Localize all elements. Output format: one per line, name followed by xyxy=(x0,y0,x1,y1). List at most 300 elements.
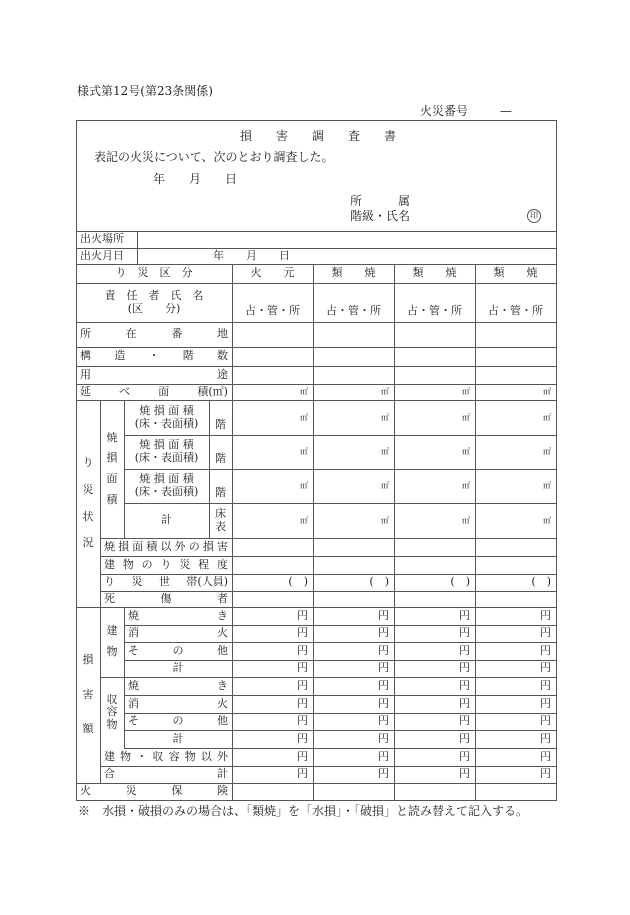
label-char: き xyxy=(217,678,228,692)
column-header: 火 元 xyxy=(250,266,295,280)
label-char: 構 xyxy=(80,349,91,363)
label-char: べ xyxy=(119,384,131,398)
label-char: 合 xyxy=(104,767,115,781)
label-char: 地 xyxy=(216,327,228,341)
status-value-cell[interactable] xyxy=(232,538,313,556)
amount-cell[interactable] xyxy=(313,625,394,642)
amount-cell[interactable] xyxy=(475,713,556,730)
amount-cell[interactable] xyxy=(475,607,556,625)
label-char: 面 xyxy=(106,472,118,485)
fire-number-dash: — xyxy=(500,104,512,118)
label-char: 損 xyxy=(118,539,130,553)
amount-cell[interactable] xyxy=(475,677,556,695)
amount-cell[interactable] xyxy=(475,748,556,766)
amount-total-cell[interactable] xyxy=(394,766,475,783)
burn-row-label xyxy=(124,435,209,469)
status-row-label xyxy=(100,538,232,556)
amount-cell[interactable] xyxy=(313,713,394,730)
label-char: 損 xyxy=(106,451,118,465)
column-header: 類 焼 xyxy=(493,266,538,280)
unit-label: ㎡ xyxy=(300,447,308,457)
label-char: 階 xyxy=(182,349,194,363)
burn-area-cell[interactable] xyxy=(475,469,556,503)
label-char: 数 xyxy=(217,349,228,363)
unit-label: 円 xyxy=(378,731,389,745)
unit-label: 円 xyxy=(378,626,389,640)
basic-value-cell[interactable] xyxy=(313,366,394,384)
seal-icon: 印 xyxy=(527,209,541,223)
unit-label: ( ) xyxy=(288,575,308,589)
status-value-cell[interactable] xyxy=(232,591,313,607)
label-char: 者 xyxy=(217,591,228,605)
label-char: り xyxy=(104,575,115,589)
label-char: 床 xyxy=(215,506,226,520)
label-char: ・ xyxy=(148,349,160,363)
unit-label: 円 xyxy=(459,643,470,657)
basic-value-cell[interactable] xyxy=(313,384,394,400)
basic-value-cell[interactable] xyxy=(313,322,394,347)
amount-cell[interactable] xyxy=(394,607,475,625)
status-value-cell[interactable] xyxy=(394,538,475,556)
basic-value-cell[interactable] xyxy=(475,322,556,347)
label-char: 物 xyxy=(106,645,118,658)
unit-label: ㎡ xyxy=(462,412,470,422)
responsible-field[interactable]: 占・管・所 xyxy=(488,303,543,317)
column-header: 類 焼 xyxy=(412,266,457,280)
burn-area-cell[interactable] xyxy=(313,400,394,435)
burn-row-label xyxy=(124,469,209,503)
label-char: 収 xyxy=(106,692,118,706)
statement-text: 表記の火災について、次のとおり調査した。 xyxy=(94,150,334,164)
survey-date: 年 月 日 xyxy=(153,172,238,186)
unit-label: 円 xyxy=(459,749,470,763)
burn-area-cell[interactable] xyxy=(394,435,475,469)
amount-cell[interactable] xyxy=(394,748,475,766)
category-label: り 災 区 分 xyxy=(115,266,193,280)
status-value-cell[interactable] xyxy=(313,574,394,591)
burn-total-cell[interactable] xyxy=(475,503,556,538)
label-char: 収 xyxy=(152,749,164,763)
label-char: 消 xyxy=(128,696,139,710)
label-char: 在 xyxy=(125,327,137,341)
label-char: の xyxy=(172,714,184,728)
responsible-field[interactable]: 占・管・所 xyxy=(326,303,381,317)
status-group-label xyxy=(76,400,100,607)
label-char: 他 xyxy=(217,643,228,657)
unit-label: ㎡ xyxy=(300,412,308,422)
label-char: 責 任 者 氏 名 xyxy=(104,288,204,302)
burn-total-label: 計 xyxy=(161,513,172,527)
floor-label: 階 xyxy=(215,486,226,500)
unit-label: 円 xyxy=(459,661,470,675)
footnote: ※ 水損・破損のみの場合は、「類焼」を「水損」・「破損」と読み替えて記入する。 xyxy=(78,804,529,818)
label-char: 所 xyxy=(80,327,91,341)
amount-row-label: 計 xyxy=(172,731,184,745)
unit-label: 円 xyxy=(459,714,470,728)
insurance-cell[interactable] xyxy=(313,783,394,800)
label-char: 火 xyxy=(80,784,91,798)
status-value-cell[interactable] xyxy=(475,556,556,574)
label-char: 外 xyxy=(216,749,228,763)
amount-cell[interactable] xyxy=(232,607,313,625)
unit-label: 円 xyxy=(540,749,551,763)
unit-label: ㎡ xyxy=(381,515,389,525)
burn-area-cell[interactable] xyxy=(232,435,313,469)
basic-value-cell[interactable] xyxy=(394,384,475,400)
unit-label: ㎡ xyxy=(300,515,308,525)
insurance-cell[interactable] xyxy=(232,783,313,800)
amount-cell[interactable] xyxy=(232,642,313,660)
unit-label: 円 xyxy=(459,678,470,692)
amount-total-cell[interactable] xyxy=(313,766,394,783)
burn-area-cell[interactable] xyxy=(313,435,394,469)
label-char: り xyxy=(160,557,172,571)
label-char: 害 xyxy=(82,687,94,701)
unit-label: ㎡ xyxy=(543,481,551,491)
unit-label: 円 xyxy=(540,714,551,728)
label-char: ・ xyxy=(136,749,148,763)
unit-label: ㎡ xyxy=(543,412,551,422)
amount-row-label xyxy=(124,607,232,625)
amount-cell[interactable] xyxy=(394,642,475,660)
label-char: (床・表面積) xyxy=(134,416,199,430)
amount-cell[interactable] xyxy=(394,625,475,642)
responsible-field[interactable]: 占・管・所 xyxy=(245,303,300,317)
unit-label: ㎡ xyxy=(543,387,551,397)
amount-cell[interactable] xyxy=(394,677,475,695)
label-char: の xyxy=(141,557,153,571)
other-than-label xyxy=(100,748,232,766)
burn-total-cell[interactable] xyxy=(313,503,394,538)
document-title: 損 害 調 査 書 xyxy=(240,129,397,143)
unit-label: 円 xyxy=(297,626,308,640)
burn-area-cell[interactable] xyxy=(232,469,313,503)
amount-cell[interactable] xyxy=(313,607,394,625)
unit-label: 円 xyxy=(297,608,308,622)
label-char: 以 xyxy=(200,749,212,763)
burn-total-cell[interactable] xyxy=(232,503,313,538)
contents-label xyxy=(100,677,124,748)
burn-area-cell[interactable] xyxy=(394,469,475,503)
insurance-cell[interactable] xyxy=(394,783,475,800)
insurance-label xyxy=(76,783,232,800)
label-char: 容 xyxy=(106,705,118,719)
basic-row-label xyxy=(76,347,232,366)
unit-label: ㎡ xyxy=(462,447,470,457)
amount-cell[interactable] xyxy=(232,677,313,695)
rank-name-label: 階級・氏名 xyxy=(350,209,411,223)
label-char: 延 xyxy=(80,384,91,398)
status-value-cell[interactable] xyxy=(313,556,394,574)
amount-cell[interactable] xyxy=(313,642,394,660)
amount-cell[interactable] xyxy=(394,730,475,748)
unit-label: ㎡ xyxy=(381,481,389,491)
amount-cell[interactable] xyxy=(475,660,556,677)
unit-label: 円 xyxy=(540,767,551,781)
status-value-cell[interactable] xyxy=(313,538,394,556)
unit-label: ( ) xyxy=(531,575,551,589)
status-value-cell[interactable] xyxy=(313,591,394,607)
label-char: 焼 xyxy=(106,430,118,444)
unit-label: ㎡ xyxy=(300,481,308,491)
amount-row-label xyxy=(124,713,232,730)
label-char: の xyxy=(172,643,184,657)
status-value-cell[interactable] xyxy=(475,538,556,556)
amount-cell[interactable] xyxy=(232,695,313,713)
fire-place-label: 出火場所 xyxy=(80,232,124,246)
status-value-cell[interactable] xyxy=(475,591,556,607)
fire-date-label: 出火月日 xyxy=(80,248,124,262)
amount-cell[interactable] xyxy=(394,695,475,713)
label-char: 積 xyxy=(106,492,118,506)
status-value-cell[interactable] xyxy=(232,556,313,574)
label-char: 計 xyxy=(217,767,228,781)
basic-row-label xyxy=(76,322,232,347)
unit-label: 円 xyxy=(459,696,470,710)
label-char: 焼 損 面 積 xyxy=(139,403,194,417)
column-header: 類 焼 xyxy=(331,266,376,280)
label-char: 焼 損 面 積 xyxy=(139,438,194,452)
affiliation-label: 所 属 xyxy=(350,194,411,208)
unit-label: 円 xyxy=(540,643,551,657)
amount-cell[interactable] xyxy=(313,695,394,713)
label-char: 建 xyxy=(104,557,115,571)
label-char: 災 xyxy=(179,557,191,571)
label-char: 焼 xyxy=(128,608,139,622)
unit-label: 円 xyxy=(540,626,551,640)
unit-label: 円 xyxy=(378,643,389,657)
amount-cell[interactable] xyxy=(475,625,556,642)
amount-total-label xyxy=(100,766,232,783)
label-char: 番 xyxy=(171,327,183,341)
amount-total-cell[interactable] xyxy=(232,766,313,783)
unit-label: 円 xyxy=(378,678,389,692)
unit-label: 円 xyxy=(540,731,551,745)
burn-area-cell[interactable] xyxy=(475,435,556,469)
unit-label: ㎡ xyxy=(381,387,389,397)
status-value-cell[interactable] xyxy=(394,591,475,607)
amount-cell[interactable] xyxy=(232,660,313,677)
amount-cell[interactable] xyxy=(394,660,475,677)
unit-label: 円 xyxy=(297,643,308,657)
amount-cell[interactable] xyxy=(475,730,556,748)
label-char: 保 xyxy=(171,784,183,798)
amount-cell[interactable] xyxy=(313,730,394,748)
label-char: 造 xyxy=(114,349,126,363)
label-char: の xyxy=(188,539,200,553)
unit-label: ㎡ xyxy=(543,515,551,525)
amount-cell[interactable] xyxy=(313,748,394,766)
unit-label: 円 xyxy=(378,661,389,675)
label-char: 積 xyxy=(146,539,158,553)
label-char: 焼 xyxy=(104,539,115,553)
unit-label: 円 xyxy=(378,714,389,728)
amount-row-label xyxy=(124,642,232,660)
label-char: (床・表面積) xyxy=(134,451,199,464)
amount-cell[interactable] xyxy=(232,748,313,766)
status-row-label xyxy=(100,591,232,607)
amount-cell[interactable] xyxy=(313,677,394,695)
unit-label: 円 xyxy=(540,696,551,710)
label-char: 世 xyxy=(158,575,170,589)
amount-cell[interactable] xyxy=(313,660,394,677)
label-char: 焼 損 面 積 xyxy=(139,472,194,486)
floor-surface-label xyxy=(209,503,232,538)
label-char: 況 xyxy=(82,536,94,550)
unit-label: ㎡ xyxy=(543,447,551,457)
label-char: 建 xyxy=(106,624,118,638)
label-char: 火 xyxy=(217,696,228,710)
label-char: 損 xyxy=(82,653,94,667)
label-char: 額 xyxy=(82,722,94,736)
label-char: 程 xyxy=(198,557,210,571)
label-char: 建 xyxy=(104,749,115,763)
label-char: 面 xyxy=(132,539,144,553)
unit-label: 円 xyxy=(378,767,389,781)
burn-area-cell[interactable] xyxy=(475,400,556,435)
label-char: 火 xyxy=(217,626,228,640)
unit-label: 円 xyxy=(297,731,308,745)
basic-value-cell[interactable] xyxy=(232,347,313,366)
status-row-label xyxy=(100,556,232,574)
unit-label: ㎡ xyxy=(462,481,470,491)
basic-value-cell[interactable] xyxy=(475,347,556,366)
unit-label: 円 xyxy=(378,608,389,622)
basic-value-cell[interactable] xyxy=(232,366,313,384)
status-row-label xyxy=(100,574,232,591)
insurance-cell[interactable] xyxy=(475,783,556,800)
label-char: 物 xyxy=(184,749,196,763)
unit-label: 円 xyxy=(378,696,389,710)
basic-row-label xyxy=(76,366,232,384)
label-char: そ xyxy=(128,643,139,657)
amount-cell[interactable] xyxy=(475,695,556,713)
basic-value-cell[interactable] xyxy=(394,322,475,347)
label-char: 物 xyxy=(122,557,134,571)
unit-label: 円 xyxy=(297,714,308,728)
fire-date-field[interactable]: 年 月 日 xyxy=(213,248,290,262)
label-char: り xyxy=(82,456,94,470)
label-char: 険 xyxy=(216,784,228,798)
burn-area-cell[interactable] xyxy=(394,400,475,435)
label-char: 面 xyxy=(158,384,170,398)
responsible-label xyxy=(76,283,232,322)
status-value-cell[interactable] xyxy=(232,574,313,591)
label-char: 用 xyxy=(80,367,91,381)
basic-value-cell[interactable] xyxy=(232,322,313,347)
responsible-field[interactable]: 占・管・所 xyxy=(407,303,462,317)
basic-value-cell[interactable] xyxy=(394,366,475,384)
floor-label: 階 xyxy=(215,452,226,466)
building-label xyxy=(100,607,124,677)
label-char: 消 xyxy=(128,626,139,640)
unit-label: ㎡ xyxy=(300,387,308,397)
label-char: (床・表面積) xyxy=(134,485,199,498)
unit-label: 円 xyxy=(459,731,470,745)
unit-label: 円 xyxy=(459,626,470,640)
label-char: 災 xyxy=(125,784,137,798)
unit-label: 円 xyxy=(540,678,551,692)
amount-total-cell[interactable] xyxy=(475,766,556,783)
label-char: 状 xyxy=(82,509,94,523)
unit-label: ㎡ xyxy=(381,412,389,422)
label-char: 表 xyxy=(215,519,226,533)
label-char: 物 xyxy=(106,717,118,731)
label-char: 物 xyxy=(120,749,132,763)
status-value-cell[interactable] xyxy=(394,574,475,591)
burn-area-cell[interactable] xyxy=(313,469,394,503)
amount-cell[interactable] xyxy=(394,713,475,730)
basic-value-cell[interactable] xyxy=(475,384,556,400)
amount-cell[interactable] xyxy=(475,642,556,660)
label-char: 容 xyxy=(168,749,180,763)
label-char: 損 xyxy=(202,539,214,553)
amount-row-label xyxy=(124,625,232,642)
label-char: 度 xyxy=(216,557,228,571)
unit-label: 円 xyxy=(540,608,551,622)
unit-label: 円 xyxy=(297,767,308,781)
unit-label: ㎡ xyxy=(381,447,389,457)
burn-total-cell[interactable] xyxy=(394,503,475,538)
label-char: 災 xyxy=(131,575,143,589)
label-char: そ xyxy=(128,714,139,728)
amount-cell[interactable] xyxy=(232,730,313,748)
label-char: 害 xyxy=(217,539,228,553)
amount-row-label: 計 xyxy=(172,661,184,675)
label-char: 外 xyxy=(174,539,186,553)
status-value-cell[interactable] xyxy=(475,574,556,591)
form-label: 様式第12号(第23条関係) xyxy=(77,84,213,98)
unit-label: 円 xyxy=(297,678,308,692)
amount-row-label xyxy=(124,677,232,695)
label-char: 焼 xyxy=(128,678,139,692)
unit-label: 円 xyxy=(459,608,470,622)
unit-label: 円 xyxy=(459,767,470,781)
burn-row-label xyxy=(124,400,209,435)
basic-value-cell[interactable] xyxy=(313,347,394,366)
amount-cell[interactable] xyxy=(232,625,313,642)
unit-label: 円 xyxy=(540,661,551,675)
basic-value-cell[interactable] xyxy=(394,347,475,366)
burn-area-label xyxy=(100,400,124,538)
amount-cell[interactable] xyxy=(232,713,313,730)
unit-label: 円 xyxy=(378,749,389,763)
basic-row-label xyxy=(76,384,232,400)
basic-value-cell[interactable] xyxy=(232,384,313,400)
unit-label: ㎡ xyxy=(462,515,470,525)
unit-label: ㎡ xyxy=(462,387,470,397)
label-char: 他 xyxy=(217,714,228,728)
label-char: 死 xyxy=(104,591,115,605)
unit-label: 円 xyxy=(297,661,308,675)
label-char: 途 xyxy=(217,367,228,381)
label-char: (区 分) xyxy=(127,301,181,315)
floor-label: 階 xyxy=(215,418,226,432)
label-char: き xyxy=(217,608,228,622)
burn-area-cell[interactable] xyxy=(232,400,313,435)
fire-number-label: 火災番号 xyxy=(420,104,469,118)
amount-row-label xyxy=(124,695,232,713)
unit-label: 円 xyxy=(297,696,308,710)
fire-place-field[interactable] xyxy=(137,231,556,248)
label-char: 傷 xyxy=(160,591,172,605)
basic-value-cell[interactable] xyxy=(475,366,556,384)
label-char: 災 xyxy=(82,482,94,496)
unit-label: ( ) xyxy=(369,575,389,589)
status-value-cell[interactable] xyxy=(394,556,475,574)
label-char: 積(㎡) xyxy=(197,384,228,398)
amount-group-label xyxy=(76,607,100,783)
